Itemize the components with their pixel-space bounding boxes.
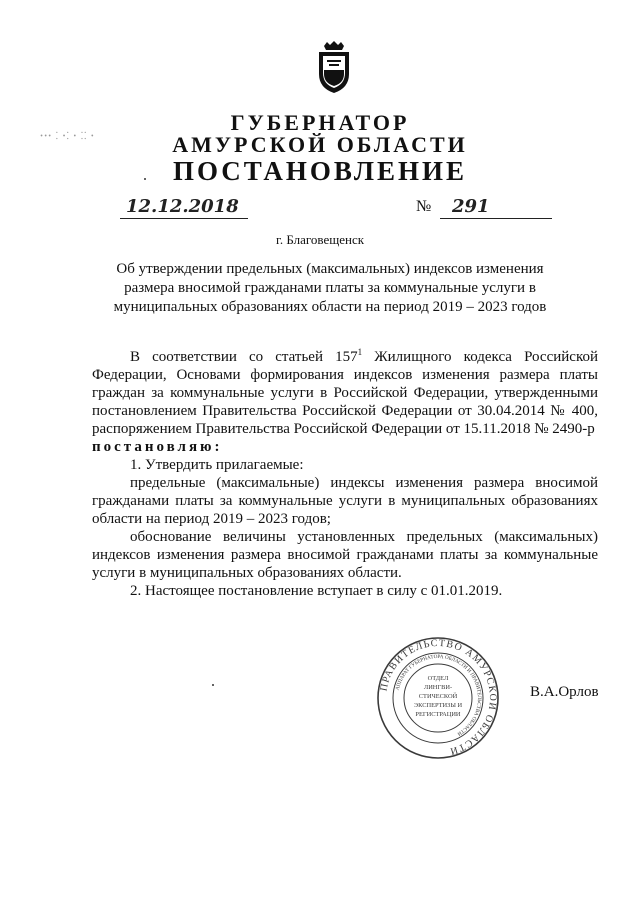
document-subject: Об утверждении предельных (максимальных) индексов изменения размера вносимой гражданами платы за коммунальные услуги в муниципальных образованиях области на период 2019 – 2023 годов [113,261,547,315]
article-superscript: 1 [357,347,363,357]
issuer-region: АМУРСКОЙ ОБЛАСТИ [172,132,468,157]
coat-of-arms-icon [313,40,355,94]
preamble-text: В соответствии со статьей 157 [130,349,358,365]
city-line: г. Благовещенск [275,232,365,247]
stamp-line-2: ЛИНГВИ- [423,684,453,691]
item-1: 1. Утвердить прилагаемые: [130,457,304,473]
item-2: 2. Настоящее постановление вступает в силу с 01.01.2019. [130,583,503,599]
document-date: 12.12.2018 [126,196,239,217]
stamp-line-4: ЭКСПЕРТИЗЫ И [413,702,463,709]
preamble [92,348,598,438]
stamp-outer-text: ПРАВИТЕЛЬСТВО АМУРСКОЙ ОБЛАСТИ [378,637,499,757]
official-stamp [376,636,500,760]
document-number: 291 [452,196,490,217]
scan-speck [212,684,214,686]
scan-speck [144,178,146,180]
document-body [92,348,598,600]
number-underline [440,218,552,219]
date-underline [120,218,248,219]
stamp-line-5: РЕГИСТРАЦИИ [415,711,461,718]
document-type: ПОСТАНОВЛЕНИЕ [172,156,468,186]
signatory-name: В.А.Орлов [530,684,599,700]
item-1a: предельные (максимальные) индексы изменения размера вносимой гражданами платы за коммунальные услуги в муниципальных образованиях области на период 2019 – 2023 годов; [92,475,598,527]
stamp-inner-ring-text: АППАРАТ ГУБЕРНАТОРА ОБЛАСТИ И ПРАВИТЕЛЬСТВА ОБЛАСТИ [394,653,483,737]
scan-noise: ꞏꞏꞏ ⁚ ꞏ⁚ ꞏ ⁚⁚ ꞏ [40,131,95,142]
resolve-word: постановляю: [92,439,223,455]
number-label: № [416,198,432,215]
issuer-title: ГУБЕРНАТОР [230,110,410,135]
preamble-text-cont: Жилищного кодекса Российской Федерации, Основами формирования индексов изменения размера платы граждан за коммунальные услуги в Российской Федерации, утвержденными постановлением Правительства Российской Федерации от 30.04.2014 № 400, распоряжением Правительства Российской Федерации от 15.11.2018 № 2490-р [92,349,598,437]
stamp-line-1: ОТДЕЛ [427,675,449,682]
stamp-line-3: СТИЧЕСКОЙ [418,693,458,700]
item-1b: обоснование величины установленных предельных (максимальных) индексов изменения размера вносимой гражданами платы за коммунальные услуги в муниципальных образованиях области. [92,529,598,581]
